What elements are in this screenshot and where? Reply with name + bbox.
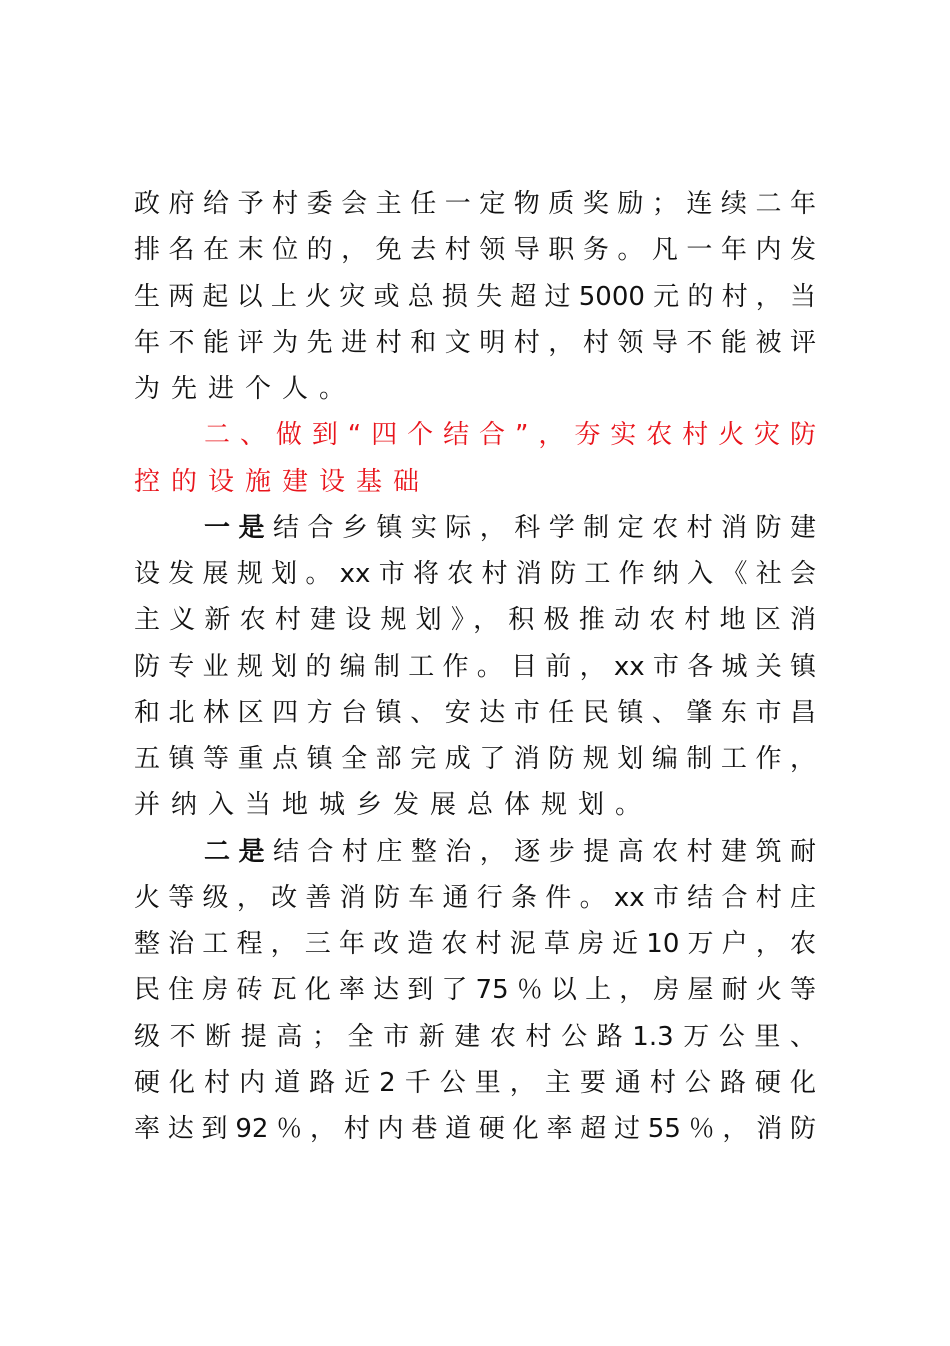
body-line: 生两起以上火灾或总损失超过5000元的村，当 <box>134 282 816 312</box>
body-line: 率达到92％，村内巷道硬化率超过55％，消防 <box>134 1114 816 1144</box>
body-line: 年不能评为先进村和文明村，村领导不能被评 <box>134 328 816 358</box>
body-line: 防专业规划的编制工作。目前，xx市各城关镇 <box>134 652 816 682</box>
body-line: 排名在末位的，免去村领导职务。凡一年内发 <box>134 235 816 265</box>
paragraph-lead-rest: 结合村庄整治，逐步提高农村建筑耐 <box>272 837 816 867</box>
body-line: 政府给予村委会主任一定物质奖励；连续二年 <box>134 189 816 219</box>
body-line: 五镇等重点镇全部完成了消防规划编制工作， <box>134 744 816 774</box>
body-line: 火等级，改善消防车通行条件。xx市结合村庄 <box>134 883 816 913</box>
body-line: 民住房砖瓦化率达到了75％以上，房屋耐火等 <box>134 975 816 1005</box>
paragraph-first-line <box>204 508 816 548</box>
body-line: 和北林区四方台镇、安达市任民镇、肇东市昌 <box>134 698 816 728</box>
paragraph-first-line <box>204 832 816 872</box>
section-heading-line: 二、做到“四个结合”，夯实农村火灾防 <box>204 420 816 450</box>
body-line: 硬化村内道路近2千公里，主要通村公路硬化 <box>134 1068 816 1098</box>
section-heading-line: 控的设施建设基础 <box>134 467 431 497</box>
body-line: 主义新农村建设规划》，积极推动农村地区消 <box>134 605 816 635</box>
body-line: 整治工程，三年改造农村泥草房近10万户，农 <box>134 929 816 959</box>
paragraph-lead-rest: 结合乡镇实际，科学制定农村消防建 <box>272 513 816 543</box>
body-line: 设发展规划。xx市将农村消防工作纳入《社会 <box>134 559 816 589</box>
body-line: 级不断提高；全市新建农村公路1.3万公里、 <box>134 1022 816 1052</box>
body-line: 并纳入当地城乡发展总体规划。 <box>134 790 653 820</box>
paragraph-lead: 一是 <box>204 513 273 543</box>
body-line: 为先进个人。 <box>134 374 357 404</box>
paragraph-lead: 二是 <box>204 837 273 867</box>
